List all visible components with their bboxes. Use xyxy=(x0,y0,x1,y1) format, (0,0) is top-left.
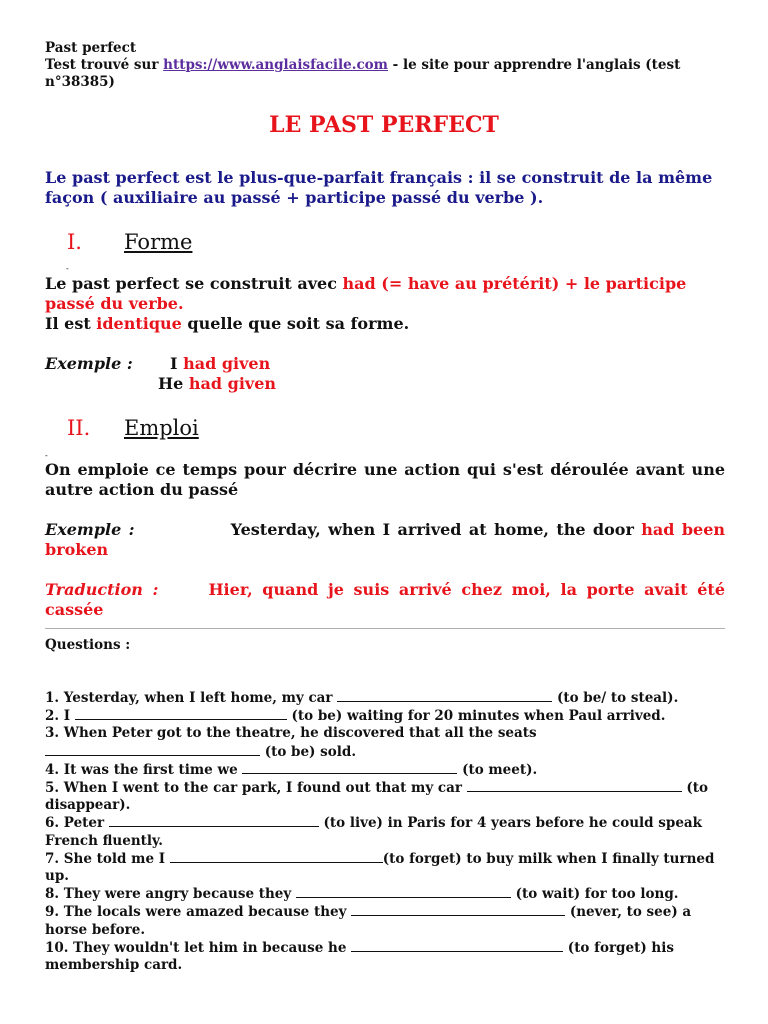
forme-example xyxy=(45,354,133,374)
question-2 xyxy=(45,707,730,725)
question-3 xyxy=(45,725,730,742)
answer-blank[interactable] xyxy=(170,850,383,863)
example-label: Exemple : xyxy=(45,354,133,373)
example-pronoun: He xyxy=(158,374,189,393)
translation xyxy=(45,580,725,620)
question-6-cont: French fluently. xyxy=(45,832,163,849)
page-title: LE PAST PERFECT xyxy=(269,112,499,138)
identique-text-2: quelle que soit sa forme. xyxy=(181,314,410,333)
answer-blank[interactable] xyxy=(296,885,511,898)
example-sentence: Yesterday, when I arrived at home, the door xyxy=(230,520,642,539)
question-text: 4. It was the first time we xyxy=(45,761,243,778)
answer-blank[interactable] xyxy=(337,689,552,702)
identique-paragraph xyxy=(45,314,730,334)
header-source-suffix: - le site pour apprendre l'anglais (test xyxy=(387,57,681,73)
question-9-cont: horse before. xyxy=(45,921,146,938)
question-text: 2. I xyxy=(45,708,75,725)
translation-label: Traduction : xyxy=(45,580,159,599)
question-text: 1. Yesterday, when I left home, my car xyxy=(45,690,338,706)
question-text: 8. They were angry because they xyxy=(45,886,296,903)
intro-paragraph: Le past perfect est le plus-que-parfait français : il se construit de la même façon ( auxiliaire au passé + participe passé du verbe ). xyxy=(45,168,713,207)
emploi-example xyxy=(45,520,725,560)
question-9 xyxy=(45,903,730,921)
question-hint: (to wait) for too long. xyxy=(510,886,679,903)
forme-text: Le past perfect se construit avec xyxy=(45,274,343,293)
questions-heading: Questions : xyxy=(45,637,131,653)
question-5 xyxy=(45,779,730,797)
question-hint: (to forget) his xyxy=(563,939,674,956)
section-forme-heading xyxy=(0,229,768,255)
question-text: 7. She told me I xyxy=(45,850,170,867)
identique-highlight: identique xyxy=(96,314,182,333)
site-link[interactable]: https://www.anglaisfacile.com xyxy=(163,57,388,73)
question-hint: (to xyxy=(681,780,708,797)
question-text: 5. When I went to the car park, I found out that my car xyxy=(45,780,467,797)
question-hint: (never, to see) a xyxy=(565,904,692,921)
forme-paragraph xyxy=(45,274,730,314)
section-number: II. xyxy=(67,416,91,440)
question-text: 9. The locals were amazed because they xyxy=(45,904,352,921)
example-verb: had given xyxy=(183,354,271,373)
example-highlight: had been broken xyxy=(45,520,726,559)
answer-blank[interactable] xyxy=(351,903,565,916)
divider xyxy=(45,628,725,629)
emploi-paragraph: On emploie ce temps pour décrire une action qui s'est déroulée avant une autre action du passé xyxy=(45,460,725,499)
question-hint: (to live) in Paris for 4 years before he could speak xyxy=(318,815,703,832)
answer-blank[interactable] xyxy=(109,814,319,827)
header-source-prefix: Test trouvé sur xyxy=(45,57,164,73)
questions-list xyxy=(45,689,730,974)
answer-blank[interactable] xyxy=(242,761,457,774)
list-marker: - xyxy=(45,451,48,460)
answer-blank[interactable] xyxy=(45,743,260,756)
question-hint: (to be/ to steal). xyxy=(552,690,679,706)
example-verb: had given xyxy=(188,374,277,393)
section-number: I. xyxy=(67,230,82,254)
translation-text: Hier, quand je suis arrivé chez moi, la porte avait été cassée xyxy=(45,580,726,619)
forme-highlight: had (= have au prétérit) + le participe passé du verbe. xyxy=(45,274,687,313)
question-hint: (to be) sold. xyxy=(260,743,357,760)
answer-blank[interactable] xyxy=(75,707,287,720)
answer-blank[interactable] xyxy=(467,779,682,792)
question-7-cont: up. xyxy=(45,868,69,885)
section-label: Emploi xyxy=(124,416,199,440)
question-text: 6. Peter xyxy=(45,815,109,832)
question-7 xyxy=(45,850,730,868)
header-topic: Past perfect xyxy=(45,40,137,56)
question-8 xyxy=(45,885,730,903)
question-4 xyxy=(45,761,730,779)
example-label: Exemple : xyxy=(45,520,135,539)
question-5-cont: disappear). xyxy=(45,797,131,814)
question-text: 3. When Peter got to the theatre, he discovered that all the seats xyxy=(45,725,537,742)
list-marker: - xyxy=(66,264,69,273)
question-text: 10. They wouldn't let him in because he xyxy=(45,939,352,956)
answer-blank[interactable] xyxy=(351,939,563,952)
example-line-1 xyxy=(170,354,270,374)
header-source-line xyxy=(45,57,680,74)
section-emploi-heading xyxy=(0,415,768,441)
question-6 xyxy=(45,814,730,832)
section-label: Forme xyxy=(124,230,193,254)
example-line-2 xyxy=(158,374,276,394)
question-1 xyxy=(45,689,730,707)
header xyxy=(45,40,680,91)
header-test-number: n°38385) xyxy=(45,74,115,90)
question-hint: (to be) waiting for 20 minutes when Paul arrived. xyxy=(286,708,666,725)
example-pronoun: I xyxy=(170,354,184,373)
question-3-cont xyxy=(45,743,730,761)
question-10-cont: membership card. xyxy=(45,957,183,974)
question-hint: (to meet). xyxy=(457,761,538,778)
question-10 xyxy=(45,939,730,957)
identique-text-1: Il est xyxy=(45,314,97,333)
question-hint: (to forget) to buy milk when I finally turned xyxy=(382,850,715,867)
